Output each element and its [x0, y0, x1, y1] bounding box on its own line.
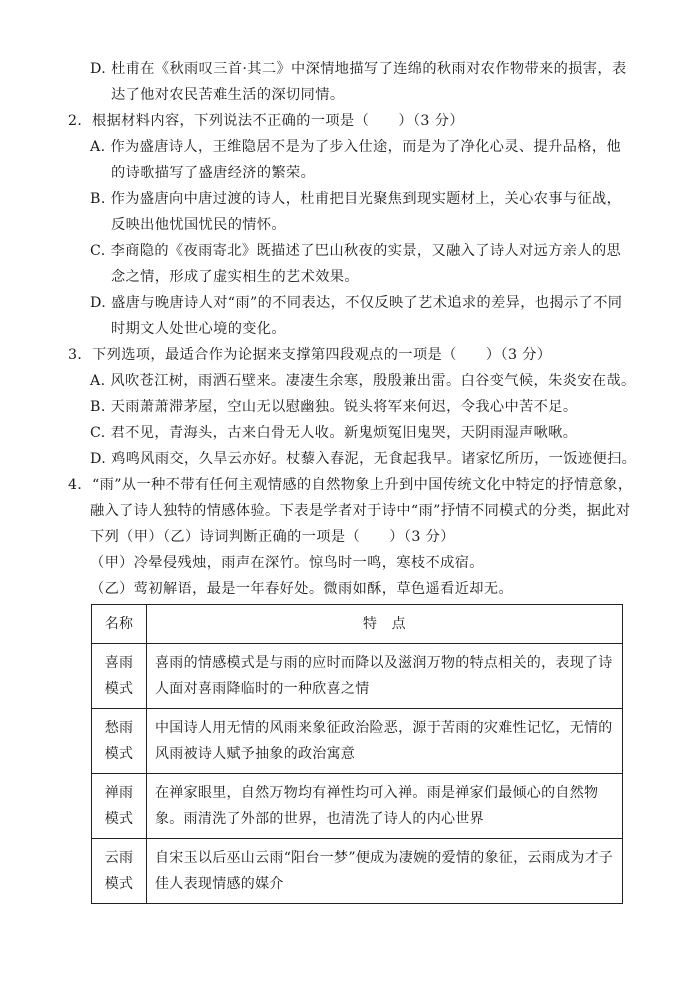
q2-option-b-line1: B. 作为盛唐向中唐过渡的诗人，杜甫把目光聚焦到现实题材上，关心农事与征战， — [90, 191, 622, 207]
mode-name — [92, 644, 147, 709]
q2-option-d-line1: D. 盛唐与晚唐诗人对“雨”的不同表达，不仅反映了艺术追求的差异，也揭示了不同 — [90, 295, 623, 311]
q2-option-c-line1: C. 李商隐的《夜雨寄北》既描述了巴山秋夜的实景，又融入了诗人对远方亲人的思 — [90, 243, 622, 259]
header-name: 名称 — [92, 605, 147, 644]
mode-name — [92, 774, 147, 839]
q3-stem: 3．下列选项，最适合作为论据来支撑第四段观点的一项是（ ）（3 分） — [68, 347, 552, 363]
q1-option-d-line1: D. 杜甫在《秋雨叹三首·其二》中深情地描写了连绵的秋雨对农作物带来的损害，表 — [90, 61, 627, 77]
q4-poem-jia: （甲）冷晕侵残烛，雨声在深竹。惊鸟时一鸣，寒枝不成宿。 — [90, 555, 484, 571]
q2-stem: 2．根据材料内容，下列说法不正确的一项是（ ）（3 分） — [68, 113, 464, 129]
q2-option-c-line2: 念之情，形成了虚实相生的艺术效果。 — [111, 269, 359, 285]
q4-stem-line1: 4．“雨”从一种不带有任何主观情感的自然物象上升到中国传统文化中特定的抒情意象， — [68, 477, 633, 493]
mode-name-part1: 喜雨 — [104, 655, 134, 671]
q3-option-c: C. 君不见，青海头，古来白骨无人收。新鬼烦冤旧鬼哭，天阴雨湿声啾啾。 — [90, 425, 578, 441]
q4-poem-yi: （乙）莺初解语，最是一年春好处。微雨如酥，草色遥看近却无。 — [90, 581, 514, 597]
q1-option-d-line2: 达了他对农民苦难生活的深切同情。 — [111, 87, 345, 103]
q3-option-d: D. 鸡鸣风雨交，久旱云亦好。杖藜入春泥，无食起我早。诸家忆所历，一饭迹便扫。 — [90, 451, 637, 467]
table-header-row — [92, 605, 623, 644]
table-row — [92, 839, 623, 904]
mode-name — [92, 839, 147, 904]
mode-name-part2: 模式 — [104, 811, 134, 827]
q2-option-a-line1: A. 作为盛唐诗人，王维隐居不是为了步入仕途，而是为了净化心灵、提升品格，他 — [90, 139, 622, 155]
q4-stem-line3: 下列（甲）（乙）诗词判断正确的一项是（ ）（3 分） — [90, 529, 455, 545]
mode-description: 在禅家眼里，自然万物均有禅性均可入禅。雨是禅家们最倾心的自然物象。雨清洗了外部的世界，也清洗了诗人的内心世界 — [147, 774, 623, 839]
q2-option-d-line2: 时期文人处世心境的变化。 — [111, 321, 287, 337]
mode-name-part2: 模式 — [104, 681, 134, 697]
mode-name-part2: 模式 — [104, 746, 134, 762]
mode-name-part1: 禅雨 — [104, 785, 134, 801]
q3-option-b: B. 天雨萧萧滞茅屋，空山无以慰幽独。锐头将军来何迟，令我心中苦不足。 — [90, 399, 578, 415]
mode-name-part2: 模式 — [104, 876, 134, 892]
q3-option-a: A. 风吹苍江树，雨洒石壁来。凄凄生余寒，殷殷兼出雷。白谷变气候，朱炎安在哉。 — [90, 373, 636, 389]
q2-option-b-line2: 反映出他忧国忧民的情怀。 — [111, 217, 287, 233]
mode-name-part1: 愁雨 — [104, 720, 134, 736]
mode-description: 自宋玉以后巫山云雨“阳台一梦”便成为凄婉的爱情的象征，云雨成为才子佳人表现情感的媒介 — [147, 839, 623, 904]
q2-option-a-line2: 的诗歌描写了盛唐经济的繁荣。 — [111, 165, 316, 181]
q4-stem-line2: 融入了诗人独特的情感体验。下表是学者对于诗中“雨”抒情不同模式的分类，据此对 — [90, 503, 631, 519]
mode-name — [92, 709, 147, 774]
header-feature: 特 点 — [147, 605, 623, 644]
mode-description: 喜雨的情感模式是与雨的应时而降以及滋润万物的特点相关的，表现了诗人面对喜雨降临时的一种欣喜之情 — [147, 644, 623, 709]
table-row — [92, 774, 623, 839]
mode-name-part1: 云雨 — [104, 850, 134, 866]
table-row — [92, 644, 623, 709]
rain-mode-table — [91, 604, 623, 904]
mode-description: 中国诗人用无情的风雨来象征政治险恶，源于苦雨的灾难性记忆，无情的风雨被诗人赋予抽象的政治寓意 — [147, 709, 623, 774]
table-row — [92, 709, 623, 774]
